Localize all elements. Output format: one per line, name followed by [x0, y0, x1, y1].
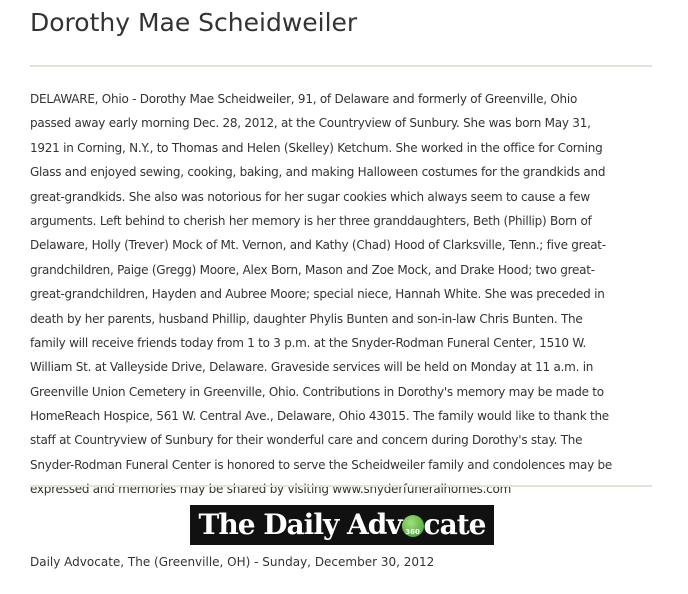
globe-icon — [402, 515, 424, 537]
text-line: Greenville Union Cemetery in Greenville, Ohio. Contributions in Dorothy's memory may be made to — [30, 384, 604, 399]
text-line: family will receive friends today from 1 to 3 p.m. at the Snyder-Rodman Funeral Center, 1510 W. — [30, 335, 587, 350]
text-line: HomeReach Hospice, 561 W. Central Ave., Delaware, Ohio 43015. The family would like to thank the — [30, 409, 609, 424]
text-line: Delaware, Holly (Trever) Mock of Mt. Vernon, and Kathy (Chad) Hood of Clarksville, Tenn.; five great- — [30, 238, 606, 253]
text-line: DELAWARE, Ohio - Dorothy Mae Scheidweiler, 91, of Delaware and formerly of Greenville, Ohio — [30, 92, 578, 106]
logo-text-end: cate — [423, 508, 486, 541]
page-title: Dorothy Mae Scheidweiler — [30, 8, 358, 37]
text-line: William St. at Valleyside Drive, Delaware. Graveside services will be held on Monday at 11 a.m. in — [30, 360, 594, 375]
text-line: arguments. Left behind to cherish her memory is her three granddaughters, Beth (Phillip) Born of — [30, 213, 592, 228]
text-line: great-grandchildren, Hayden and Aubree Moore; special niece, Hannah White. She was preceded in — [30, 287, 605, 302]
text-line: staff at Countryview of Sunbury for their wonderful care and concern during Dorothy's stay. The — [30, 433, 583, 448]
text-line: death by her parents, husband Phillip, daughter Phylis Bunten and son-in-law Chris Bunten. The — [30, 311, 583, 326]
text-line: grandchildren, Paige (Gregg) Moore, Alex Born, Mason and Zoe Mock, and Drake Hood; two great- — [30, 262, 595, 277]
text-line: great-grandkids. She also was notorious for her sugar cookies which always seem to cause a few — [30, 189, 590, 204]
text-line: Snyder-Rodman Funeral Center is honored to serve the Scheidweiler family and condolences may be — [30, 457, 613, 472]
logo-text: The Daily Adv — [198, 508, 402, 541]
divider-top — [30, 65, 652, 67]
daily-advocate-logo — [190, 505, 494, 545]
text-line: expressed and memories may be shared by visiting www.snyderfuneralhomes.com — [30, 482, 512, 497]
text-line: 1921 in Corning, N.Y., to Thomas and Helen (Skelley) Ketchum. She worked in the office for Corning — [30, 140, 603, 155]
text-line: passed away early morning Dec. 28, 2012, at the Countryview of Sunbury. She was born May 31, — [30, 116, 591, 131]
obituary-text — [30, 87, 670, 502]
logo-badge: 360 — [405, 528, 420, 536]
divider-bottom — [30, 485, 652, 487]
text-line: Glass and enjoyed sewing, cooking, baking, and making Halloween costumes for the grandkids and — [30, 165, 606, 180]
source-citation: Daily Advocate, The (Greenville, OH) - Sunday, December 30, 2012 — [30, 555, 435, 569]
